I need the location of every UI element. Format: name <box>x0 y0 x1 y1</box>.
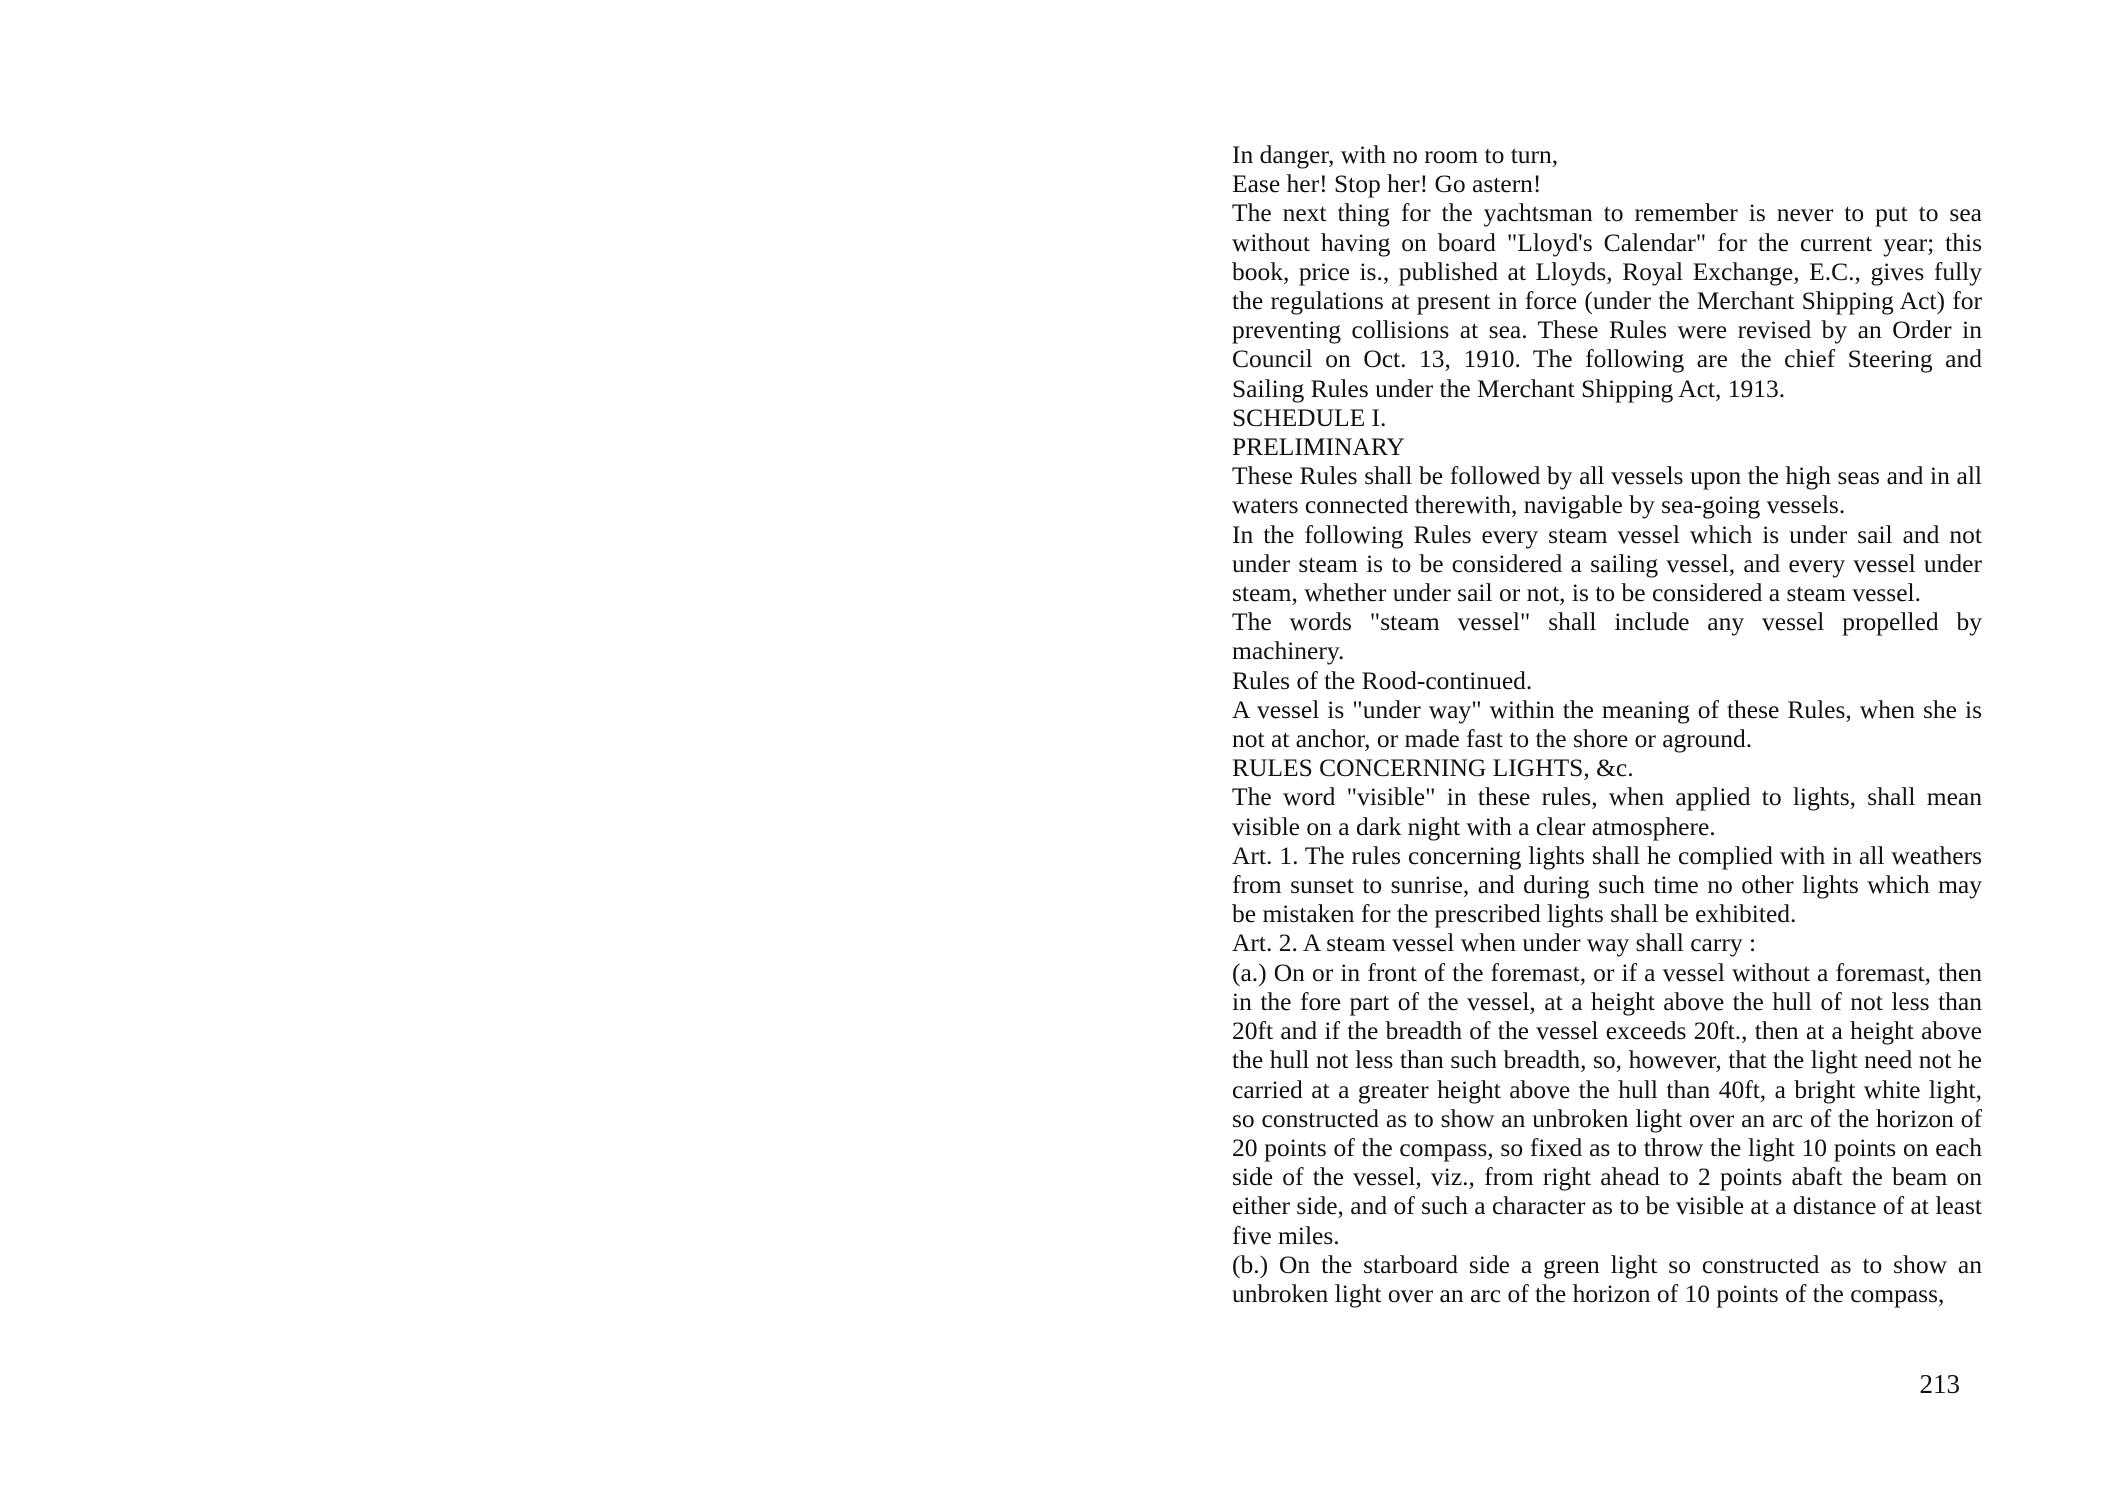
paragraph-under-way-definition: A vessel is "under way" within the meaning of these Rules, when she is not at anchor, or made fast to the shore or aground. <box>1232 694 1982 754</box>
heading-rules-concerning-lights: RULES CONCERNING LIGHTS, &c. <box>1232 753 1634 783</box>
paragraph-steam-vessel-machinery: The words "steam vessel" shall include any vessel propelled by machinery. <box>1232 607 1982 666</box>
heading-schedule-i: SCHEDULE I. <box>1232 402 1387 432</box>
page-number: 213 <box>1919 1369 1960 1399</box>
paragraph-steam-vessel-definition: In the following Rules every steam vessel which is under sail and not under steam is to be considered a sailing vessel, and every vessel under steam, whether under sail or not, is to be considered a steam vessel. <box>1232 519 1982 608</box>
paragraph-article-2-a: (a.) On or in front of the foremast, or if a vessel without a foremast, then in the fore part of the vessel, at a height above the hull of not less than 20ft and if the breadth of the vessel exceeds 20ft., then at a height above the hull not less than such breadth, so, however, that the light need not he carried at a greater height above the hull than 40ft, a bright white light, so constructed as to show an unbroken light over an arc of the horizon of 20 points of the compass, so fixed as to throw the light 10 points on each side of the vessel, viz., from right ahead to 2 points abaft the beam on either side, and of such a character as to be visible at a distance of at least five miles. <box>1232 957 1982 1250</box>
paragraph-article-2: Art. 2. A steam vessel when under way shall carry : <box>1232 928 1757 958</box>
paragraph-visible-definition: The word "visible" in these rules, when applied to lights, shall mean visible on a dark night with a clear atmosphere. <box>1232 782 1982 841</box>
running-head-rules-of-the-road: Rules of the Rood-continued. <box>1232 665 1533 695</box>
paragraph-article-1: Art. 1. The rules concerning lights shall he complied with in all weathers from sunset to sunrise, and during such time no other lights which may be mistaken for the prescribed lights shall be exhibited. <box>1232 840 1982 929</box>
body-text-column <box>1232 140 1982 1308</box>
heading-preliminary: PRELIMINARY <box>1232 432 1405 462</box>
verse-line-2: Ease her! Stop her! Go astern! <box>1232 169 1542 199</box>
paragraph-article-2-b: (b.) On the starboard side a green light so constructed as to show an unbroken light over an arc of the horizon of 10 points of the compass, <box>1232 1249 1982 1308</box>
verse-line-1: In danger, with no room to turn, <box>1232 140 1559 169</box>
paragraph-lloyds-calendar: The next thing for the yachtsman to remember is never to put to sea without having on board "Lloyd's Calendar" for the current year; this book, price is., published at Lloyds, Royal Exchange, E.C., gives fully the regulations at present in force (under the Merchant Shipping Act) for preventing collisions at sea. These Rules were revised by an Order in Council on Oct. 13, 1910. The following are the chief Steering and Sailing Rules under the Merchant Shipping Act, 1913. <box>1232 198 1982 403</box>
paragraph-high-seas: These Rules shall be followed by all vessels upon the high seas and in all waters connected therewith, navigable by sea-going vessels. <box>1232 461 1982 520</box>
